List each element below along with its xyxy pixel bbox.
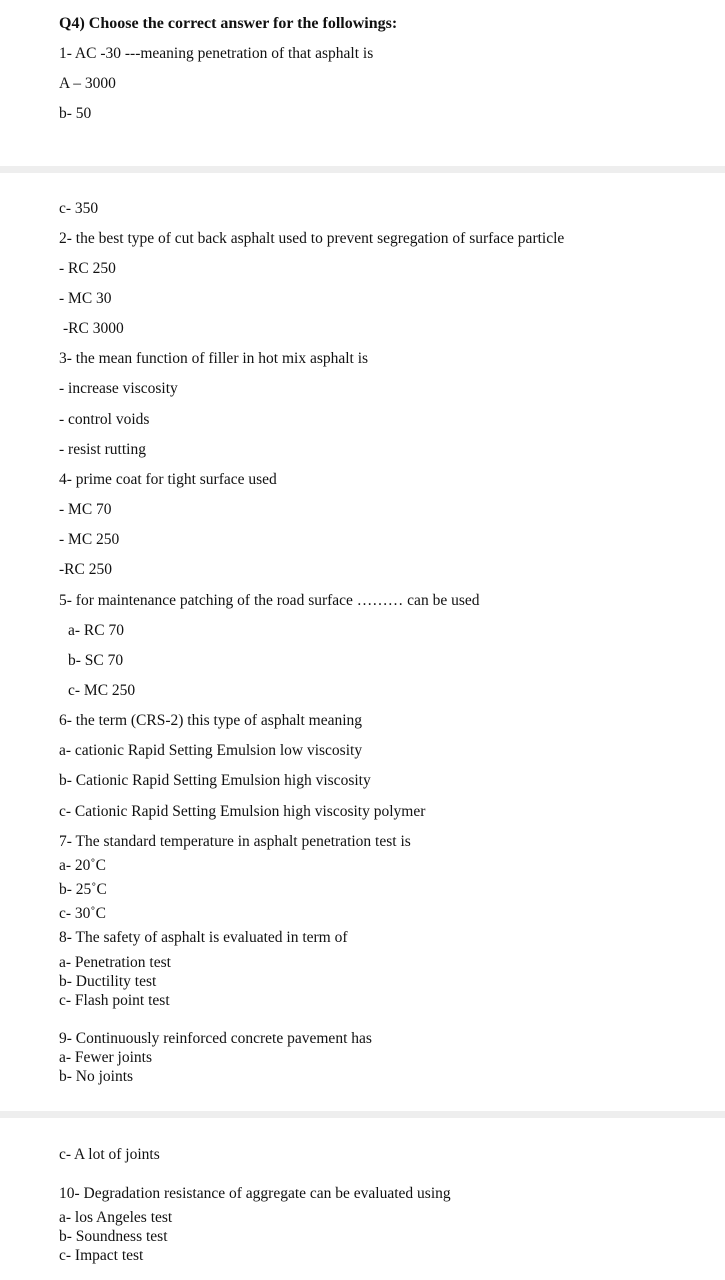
option-7a: a- 20˚C xyxy=(59,857,106,874)
option-5b: b- SC 70 xyxy=(68,652,124,669)
question-9: 9- Continuously reinforced concrete pavement has xyxy=(59,1030,372,1047)
option-3c: - resist rutting xyxy=(59,441,146,458)
option-2c: -RC 3000 xyxy=(63,320,124,337)
option-6a: a- cationic Rapid Setting Emulsion low viscosity xyxy=(59,742,363,759)
question-7: 7- The standard temperature in asphalt penetration test is xyxy=(59,833,411,850)
option-6c: c- Cationic Rapid Setting Emulsion high viscosity polymer xyxy=(59,803,426,820)
option-4c: -RC 250 xyxy=(59,561,112,578)
question-6: 6- the term (CRS-2) this type of asphalt meaning xyxy=(59,712,363,729)
option-9c: c- A lot of joints xyxy=(59,1146,160,1163)
option-9a: a- Fewer joints xyxy=(59,1049,152,1066)
option-2a: - RC 250 xyxy=(59,260,116,277)
page-break-divider-2 xyxy=(0,1111,725,1118)
option-8a: a- Penetration test xyxy=(59,954,171,971)
question-title: Q4) Choose the correct answer for the followings: xyxy=(59,15,398,32)
option-4a: - MC 70 xyxy=(59,501,112,518)
option-10a: a- los Angeles test xyxy=(59,1209,173,1226)
option-10c: c- Impact test xyxy=(59,1247,144,1264)
question-8: 8- The safety of asphalt is evaluated in term of xyxy=(59,929,348,946)
question-1: 1- AC -30 ---meaning penetration of that asphalt is xyxy=(59,45,374,62)
option-3a: - increase viscosity xyxy=(59,380,178,397)
option-1a: A – 3000 xyxy=(59,75,116,92)
option-5a: a- RC 70 xyxy=(68,622,124,639)
option-8c: c- Flash point test xyxy=(59,992,170,1009)
option-8b: b- Ductility test xyxy=(59,973,157,990)
option-1c: c- 350 xyxy=(59,200,99,217)
page-break-divider xyxy=(0,166,725,173)
option-6b: b- Cationic Rapid Setting Emulsion high viscosity xyxy=(59,772,371,789)
question-10: 10- Degradation resistance of aggregate can be evaluated using xyxy=(59,1185,451,1202)
question-2: 2- the best type of cut back asphalt used to prevent segregation of surface particle xyxy=(59,230,565,247)
option-7b: b- 25˚C xyxy=(59,881,107,898)
option-9b: b- No joints xyxy=(59,1068,134,1085)
question-3: 3- the mean function of filler in hot mix asphalt is xyxy=(59,350,369,367)
option-7c: c- 30˚C xyxy=(59,905,106,922)
option-1b: b- 50 xyxy=(59,105,92,122)
question-5: 5- for maintenance patching of the road surface ……… can be used xyxy=(59,592,480,609)
option-3b: - control voids xyxy=(59,411,150,428)
option-10b: b- Soundness test xyxy=(59,1228,168,1245)
option-2b: - MC 30 xyxy=(59,290,112,307)
option-4b: - MC 250 xyxy=(59,531,120,548)
option-5c: c- MC 250 xyxy=(68,682,136,699)
question-4: 4- prime coat for tight surface used xyxy=(59,471,277,488)
